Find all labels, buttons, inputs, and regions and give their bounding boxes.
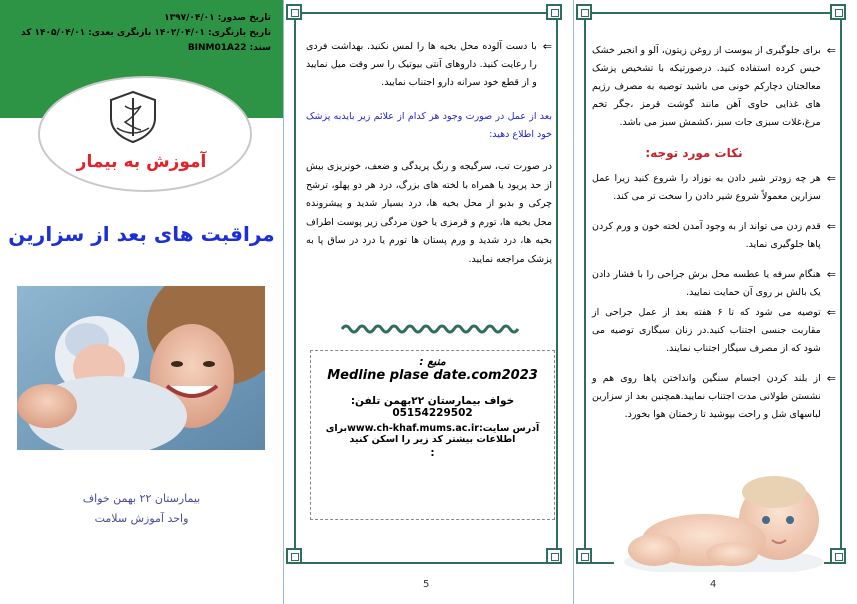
source-site: Medline plase date.com2023 bbox=[327, 368, 538, 383]
arrow-bullet-icon: ⇐ bbox=[826, 44, 836, 57]
source-box bbox=[310, 350, 555, 520]
mother-baby-photo bbox=[17, 286, 265, 450]
bullet-item bbox=[592, 370, 836, 424]
corner-ornament bbox=[576, 548, 592, 564]
main-title: مراقبت های بعد از سزارین bbox=[8, 222, 275, 246]
date-revised: تاریخ بازنگری: ۱۴۰۲/۰۴/۰۱ بازنگری بعدی: ۱۴۰۵/۰۴/۰۱ کد bbox=[20, 28, 271, 38]
corner-ornament bbox=[830, 548, 846, 564]
bullet-item bbox=[592, 170, 836, 206]
baby-photo bbox=[614, 462, 824, 572]
unit-name: واحد آموزش سلامت bbox=[94, 512, 189, 525]
university-logo bbox=[103, 88, 163, 144]
right-content bbox=[592, 42, 836, 424]
bullet-item bbox=[306, 38, 552, 92]
warning-heading: بعد از عمل در صورت وجود هر کدام از علائم زیر بایدبه پزشک خود اطلاع دهید: bbox=[306, 111, 552, 140]
doc-code: سند: BINM01A22 bbox=[187, 43, 271, 53]
corner-ornament bbox=[286, 548, 302, 564]
notes-title: نکات مورد توجه: bbox=[645, 146, 743, 160]
site-line[interactable]: آدرس سایت:www.ch-khaf.mums.ac.irبرای اطلاعات بیشتر کد زیر را اسکن کنید bbox=[325, 423, 540, 445]
corner-ornament bbox=[830, 4, 846, 20]
warning-paragraph: در صورت تب، سرگیجه و رنگ پریدگی و ضعف، خونریزی بیش از حد پریود یا همراه با لخته های بزرگ، درد هر دو پهلو، ترشح چرکی و بدبو از محل بخیه ها، درد بسیار شدید و پیشرونده محل بخیه ها، تورم و قرمزی یا خون مردگی زیر پوست اطراف بخیه ها، درد شدید و ورم پستان ها تورم یا درد در ساق پا به پزشک مراجعه نمایید. bbox=[306, 161, 552, 265]
bullet-text: قدم زدن می تواند از به وجود آمدن لخته خون و ورم کردن پاها جلوگیری نماید. bbox=[592, 221, 821, 250]
arrow-bullet-icon: ⇐ bbox=[826, 220, 836, 233]
cover-panel bbox=[0, 0, 283, 604]
bullet-text: از بلند کردن اجسام سنگین وانداختن پاها روی هم و نشستن طولانی مدت اجتناب نمایید.همچنین بعد از سزارین لباسهای شل و راحت بپوشید تا زخمتان هوا بخورد. bbox=[592, 373, 821, 420]
arrow-bullet-icon: ⇐ bbox=[542, 40, 552, 53]
edu-title: آموزش به بیمار bbox=[76, 152, 207, 172]
phone-line: خواف بیمارستان ۲۲بهمن تلفن: 05154229502 bbox=[350, 395, 515, 419]
colon-text: : bbox=[430, 447, 435, 459]
date-issued: تاریخ صدور: ۱۳۹۷/۰۴/۰۱ bbox=[164, 13, 271, 23]
arrow-bullet-icon: ⇐ bbox=[826, 172, 836, 185]
page-number: 4 bbox=[710, 579, 717, 590]
corner-ornament bbox=[546, 548, 562, 564]
hospital-name: بیمارستان ۲۲ بهمن خواف bbox=[82, 492, 201, 505]
arrow-bullet-icon: ⇐ bbox=[826, 372, 836, 385]
bullet-text: هر چه زودتر شیر دادن به نوزاد را شروع کنید زیرا عمل سزارین معمولاً شروع شیر دادن را سخت تر می کند. bbox=[592, 173, 821, 202]
bullet-text: برای جلوگیری از یبوست از روغن زیتون، آلو و انجیر خشک خیس کرده استفاده کنید. درصورتیکه با تشخیص پزشک معالجتان دچارکم خونی می باشید توصیه به مصرف رژیم های غذایی حاوی آهن مانند گوشت قرمز ،جگر تخم مرغ،غلات سبزی جات سبز ،کشمش سبز می باشد. bbox=[592, 45, 821, 128]
bullet-text: هنگام سرفه یا عطسه محل برش جراحی را با فشار دادن یک بالش بر روی آن حمایت نمایید. bbox=[592, 269, 821, 298]
panel-page-4 bbox=[573, 0, 857, 604]
bullet-text: با دست آلوده محل بخیه ها را لمس نکنید. بهداشت فردی را رعایت کنید. داروهای آنتی بیوتیک را سر وقت میل نمایید و از قطع خود سرانه دارو اجتناب نمایید. bbox=[306, 41, 537, 88]
source-label: منبع : bbox=[419, 355, 446, 368]
corner-ornament bbox=[286, 4, 302, 20]
decorative-wave-divider bbox=[340, 323, 520, 335]
arrow-bullet-icon: ⇐ bbox=[826, 268, 836, 281]
bullet-text: توصیه می شود که تا ۶ هفته بعد از عمل جراحی از مقاربت جنسی اجتناب کنید.در زنان سیگاری توصیه می شود که از مصرف سیگار اجتناب نمایند. bbox=[592, 307, 821, 354]
arrow-bullet-icon: ⇐ bbox=[826, 306, 836, 319]
corner-ornament bbox=[576, 4, 592, 20]
bullet-item bbox=[592, 266, 836, 302]
corner-ornament bbox=[546, 4, 562, 20]
bullet-item bbox=[592, 42, 836, 132]
bullet-item bbox=[592, 218, 836, 254]
bullet-item bbox=[592, 304, 836, 358]
mid-content bbox=[306, 38, 552, 269]
page-number: 5 bbox=[423, 579, 430, 590]
